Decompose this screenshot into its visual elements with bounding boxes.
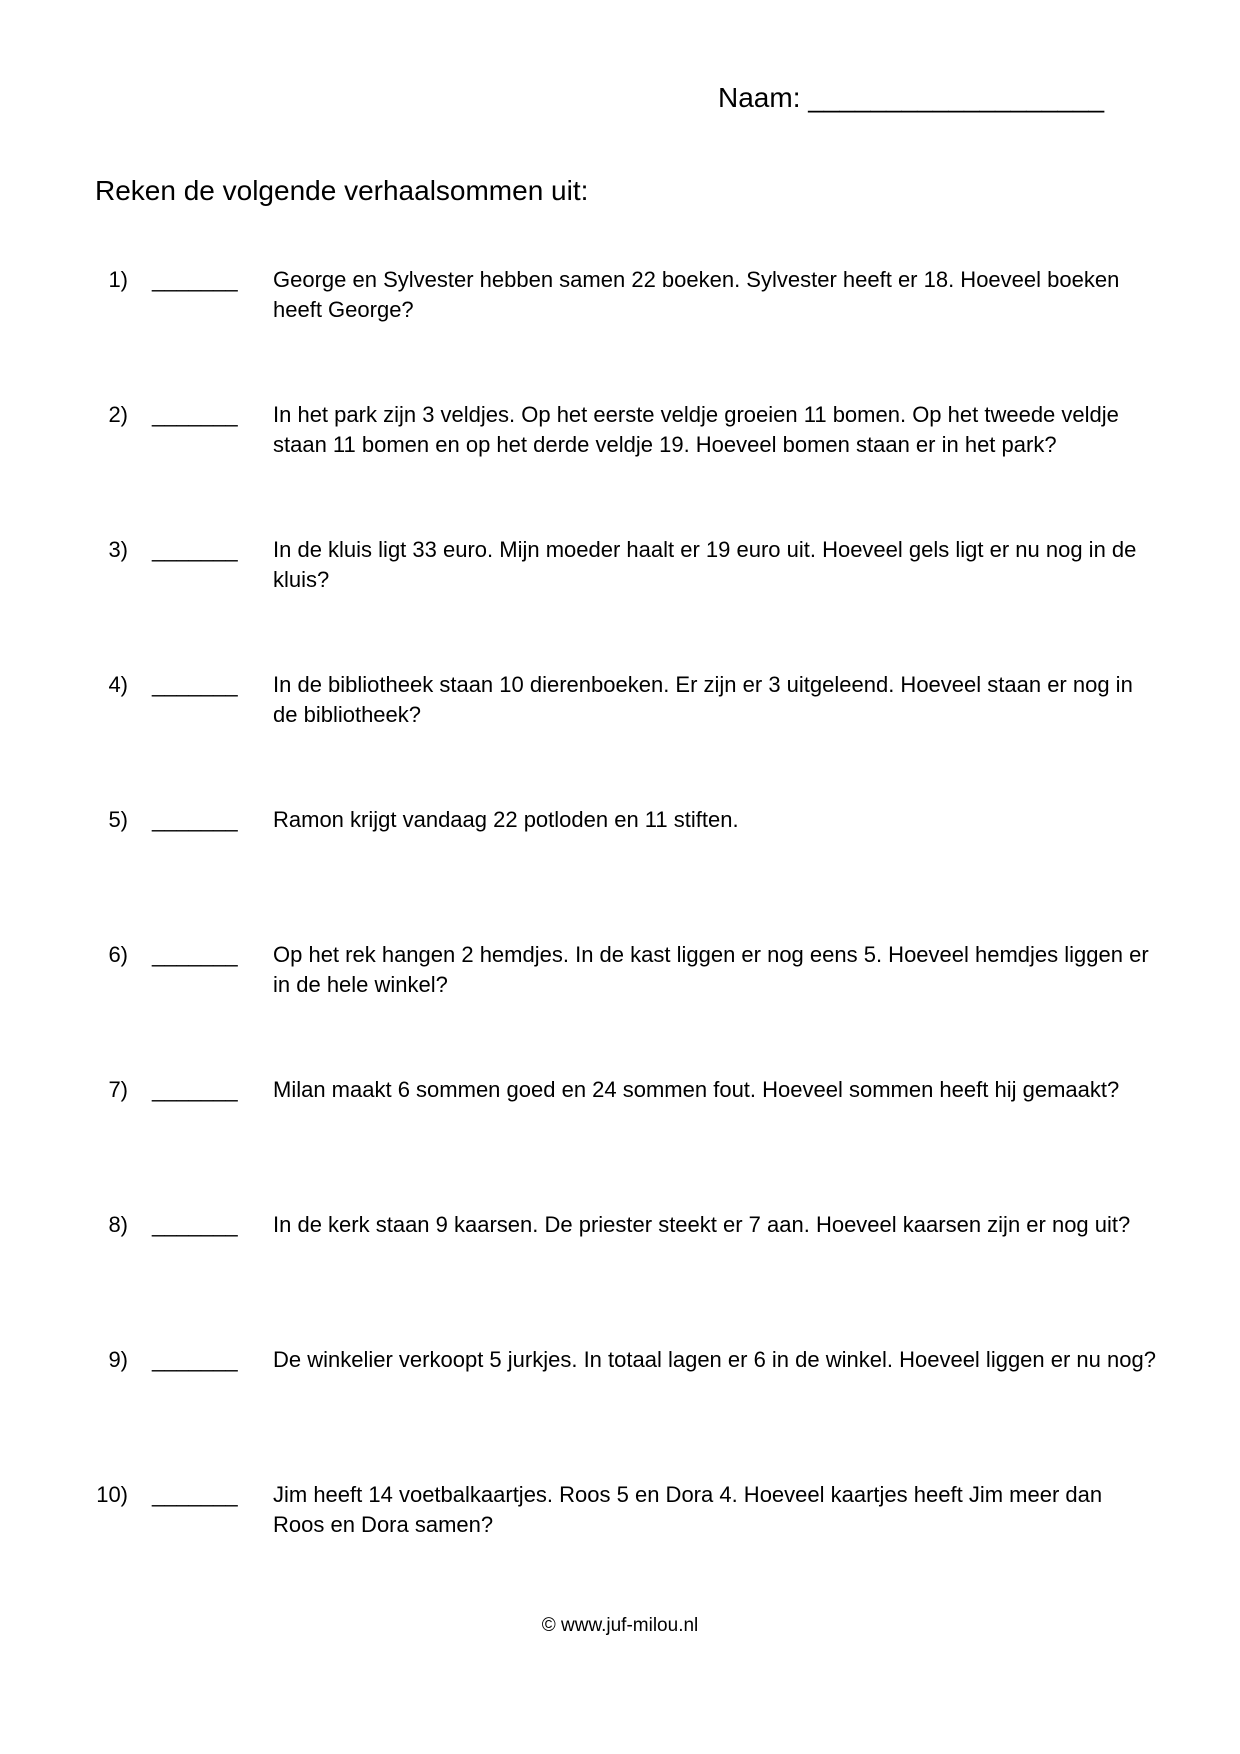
question-text: Milan maakt 6 sommen goed en 24 sommen fout. Hoeveel sommen heeft hij gemaakt? xyxy=(273,1077,1120,1102)
question-text: In de bibliotheek staan 10 dierenboeken. Er zijn er 3 uitgeleend. Hoeveel staan er nog in de bibliotheek? xyxy=(273,672,1133,727)
copyright-footer: © www.juf-milou.nl xyxy=(541,1615,699,1636)
question-text: Jim heeft 14 voetbalkaartjes. Roos 5 en Dora 4. Hoeveel kaartjes heeft Jim meer dan Roos en Dora samen? xyxy=(273,1482,1103,1537)
answer-blank: _______ xyxy=(152,1077,238,1102)
answer-blank: _______ xyxy=(152,942,238,967)
question-number: 7) xyxy=(108,1077,128,1102)
question-number: 2) xyxy=(108,402,128,427)
question-text: In de kluis ligt 33 euro. Mijn moeder haalt er 19 euro uit. Hoeveel gels ligt er nu nog in de kluis? xyxy=(273,537,1137,592)
question-number: 3) xyxy=(108,537,128,562)
answer-blank: _______ xyxy=(152,267,238,292)
question-number: 1) xyxy=(108,267,128,292)
answer-blank: _______ xyxy=(152,537,238,562)
answer-blank: _______ xyxy=(152,672,238,697)
answer-blank: _______ xyxy=(152,1482,238,1507)
question-text: In de kerk staan 9 kaarsen. De priester steekt er 7 aan. Hoeveel kaarsen zijn er nog uit? xyxy=(273,1212,1131,1237)
question-text: George en Sylvester hebben samen 22 boeken. Sylvester heeft er 18. Hoeveel boeken heeft George? xyxy=(273,267,1120,322)
answer-blank: _______ xyxy=(152,807,238,832)
answer-blank: _______ xyxy=(152,1212,238,1237)
answer-blank: _______ xyxy=(152,402,238,427)
question-text: Ramon krijgt vandaag 22 potloden en 11 stiften. xyxy=(273,807,739,832)
worksheet-instruction: Reken de volgende verhaalsommen uit: xyxy=(95,175,589,206)
question-number: 8) xyxy=(108,1212,128,1237)
question-number: 9) xyxy=(108,1347,128,1372)
question-number: 6) xyxy=(108,942,128,967)
question-text: In het park zijn 3 veldjes. Op het eerste veldje groeien 11 bomen. Op het tweede veldje staan 11 bomen en op het derde veldje 19. Hoeveel bomen staan er in het park? xyxy=(273,402,1119,457)
question-number: 5) xyxy=(108,807,128,832)
question-text: Op het rek hangen 2 hemdjes. In de kast liggen er nog eens 5. Hoeveel hemdjes liggen er in de hele winkel? xyxy=(273,942,1149,997)
answer-blank: _______ xyxy=(152,1347,238,1372)
question-text: De winkelier verkoopt 5 jurkjes. In totaal lagen er 6 in de winkel. Hoeveel liggen er nu nog? xyxy=(273,1347,1156,1372)
question-number: 4) xyxy=(108,672,128,697)
question-number: 10) xyxy=(96,1482,128,1507)
name-field-line: Naam: ___________________ xyxy=(718,82,1105,113)
